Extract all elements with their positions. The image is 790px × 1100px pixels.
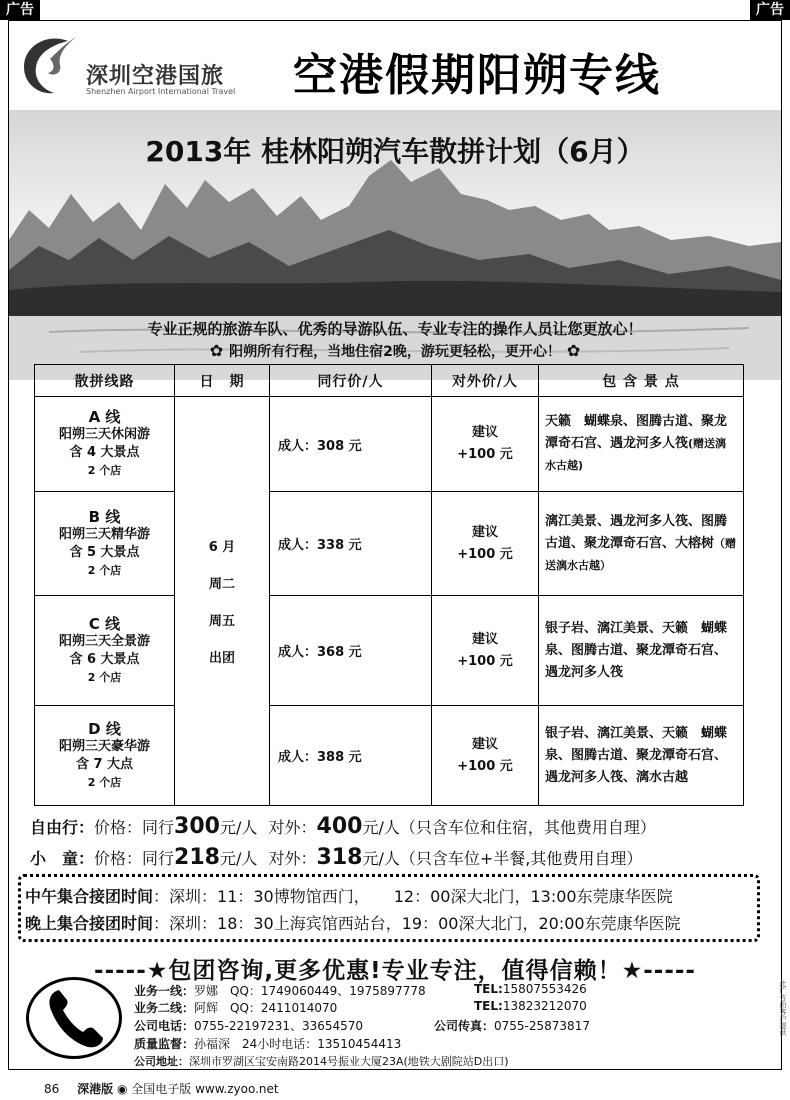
spots-cell	[539, 596, 744, 706]
route-cell	[35, 596, 175, 706]
contact-line2-tel	[474, 999, 587, 1013]
route-cell	[35, 492, 175, 596]
route-line: A 线	[88, 408, 121, 426]
child-peer: 218	[174, 845, 220, 870]
landscape-banner	[9, 110, 781, 380]
suggest-label: 建议	[471, 631, 498, 647]
suggest-label: 建议	[471, 524, 498, 540]
child-label: 小 童：	[30, 849, 95, 868]
slogan-line-2	[0, 341, 790, 361]
side-note: 此广告由客户提供	[779, 980, 787, 1036]
tour-plan-table	[34, 364, 744, 806]
fax-label: 公司传真：	[434, 1019, 495, 1033]
date-month: 6 月	[208, 540, 236, 555]
spots-cell	[539, 492, 744, 596]
spots-list: 银子岩、漓江美景、天籁 蝴蝶泉、图腾古道、聚龙潭奇石宫、遇龙河多人筏、漓水古越	[545, 725, 728, 785]
consult-banner: -----★包团咨询,更多优惠!专业专注，值得信赖！★-----	[94, 958, 696, 984]
route-spot-count: 含 4 大景点	[69, 445, 140, 460]
header-route: 散拼线路	[35, 365, 175, 397]
public-price-cell	[432, 492, 539, 596]
spots-cell	[539, 397, 744, 492]
public-price-cell	[432, 397, 539, 492]
page-number: 86	[44, 1082, 60, 1096]
peer-price-cell: 成人：388 元	[270, 706, 432, 806]
line2-tel-label: TEL:	[474, 999, 503, 1013]
supervisor-value: 孙福深 24小时电话：13510454413	[194, 1037, 402, 1051]
table-row	[35, 706, 744, 806]
date-cell	[175, 397, 270, 806]
contact-line1	[134, 982, 426, 999]
ad-tag-left: 广告	[0, 0, 40, 20]
telephone-icon	[29, 980, 119, 1056]
suggest-label: 建议	[471, 736, 498, 752]
evening-text: ：深圳：18：30上海宾馆西站台，19：00深大北门，20:00东莞康华医院	[153, 914, 681, 933]
contact-line2	[134, 999, 337, 1016]
noon-meeting	[25, 883, 753, 910]
route-shops: 2 个店	[87, 563, 122, 577]
public-price-cell	[432, 596, 539, 706]
quality-supervisor	[134, 1035, 401, 1052]
route-spot-count: 含 5 大景点	[69, 544, 140, 560]
globe-icon: ◉	[116, 1082, 132, 1096]
child-unit2: 元/人（只含车位+半餐,其他费用自理）	[362, 849, 643, 868]
header-spots: 包 含 景 点	[539, 365, 744, 397]
markup-value: +100 元	[457, 447, 513, 462]
route-line: C 线	[88, 614, 121, 633]
markup-value: +100 元	[457, 546, 513, 562]
date-depart: 出团	[208, 651, 235, 666]
route-shops: 2 个店	[87, 464, 122, 477]
line2-label: 业务二线：	[134, 1001, 195, 1015]
spots-gift: （赠送漓水古越）	[545, 536, 737, 572]
flower-icon: ✿	[209, 341, 224, 360]
route-shops: 2 个店	[87, 775, 122, 789]
address-label: 公司地址：	[134, 1055, 189, 1068]
suggest-label: 建议	[471, 425, 498, 440]
main-title: 空港假期阳朔专线	[293, 50, 661, 101]
phone-label: 公司电话：	[134, 1019, 195, 1033]
child-price	[30, 845, 642, 870]
free-travel-mid: 对外：	[268, 818, 317, 837]
ad-tag-right: 广告	[750, 0, 790, 20]
spots-gift: (赠送漓水古越)	[545, 437, 727, 472]
evening-label: 晚上集合接团时间	[25, 914, 154, 933]
plan-subtitle: 2013年 桂林阳朔汽车散拼计划（6月）	[145, 135, 645, 168]
phone-value: 0755-22197231、33654570	[194, 1019, 364, 1033]
table-row	[35, 397, 744, 492]
karst-mountains-illustration	[9, 110, 781, 380]
spots-cell	[539, 706, 744, 806]
child-public: 318	[316, 845, 363, 870]
markup-value: +100 元	[457, 758, 513, 774]
spots-list: 银子岩、漓江美景、天籁 蝴蝶泉、图腾古道、聚龙潭奇石宫、遇龙河多人筏	[545, 620, 728, 680]
line1-tel: 15807553426	[502, 982, 587, 996]
company-phone	[134, 1017, 363, 1034]
table-header-row	[35, 365, 744, 397]
child-unit1: 元/人	[219, 849, 258, 868]
route-name: 阳朔三天精华游	[58, 526, 150, 542]
route-line: B 线	[88, 507, 121, 526]
markup-value: +100 元	[457, 653, 513, 669]
company-name-en: Shenzhen Airport International Travel	[86, 87, 236, 96]
phone-badge	[26, 977, 122, 1059]
evening-meeting	[25, 910, 753, 937]
noon-label: 中午集合接团时间	[25, 887, 154, 906]
header-peer-price: 同行价/人	[270, 365, 432, 397]
free-travel-label: 自由行：	[30, 818, 95, 837]
company-address	[134, 1053, 509, 1069]
line1-label: 业务一线：	[134, 984, 195, 998]
header-public-price: 对外价/人	[432, 365, 539, 397]
route-name: 阳朔三天豪华游	[58, 738, 150, 754]
spots-list: 漓江美景、遇龙河多人筏、图腾古道、聚龙潭奇石宫、大榕树	[545, 513, 728, 551]
route-name: 阳朔三天休闲游	[58, 427, 150, 442]
swallow-logo-icon	[18, 33, 80, 99]
spots-list: 天籁 蝴蝶泉、图腾古道、聚龙潭奇石宫、遇龙河多人筏	[545, 414, 728, 451]
page-footer	[44, 1080, 279, 1097]
slogan-line-2-text: 阳朔所有行程，当地住宿2晚，游玩更轻松，更开心！	[229, 344, 561, 360]
supervisor-label: 质量监督：	[134, 1037, 195, 1051]
route-line: D 线	[88, 719, 121, 738]
header-date: 日 期	[175, 365, 270, 397]
noon-text: ：深圳：11：30博物馆西门， 12：00深大北门，13:00东莞康华医院	[153, 887, 673, 906]
table-row	[35, 596, 744, 706]
line2-text: 阿辉 QQ：2411014070	[194, 1001, 338, 1015]
route-cell	[35, 706, 175, 806]
header	[8, 21, 782, 111]
company-fax	[434, 1017, 590, 1034]
route-shops: 2 个店	[87, 670, 122, 684]
peer-price-cell: 成人：338 元	[270, 492, 432, 596]
free-travel-peer: 300	[174, 814, 220, 839]
route-spot-count: 含 6 大景点	[69, 651, 140, 667]
free-travel-prefix: 价格：同行	[94, 818, 175, 837]
slogan-line-1: 专业正规的旅游车队、优秀的导游队伍、专业专注的操作人员让您更放心！	[147, 320, 643, 338]
route-spot-count: 含 7 大点	[75, 756, 134, 772]
public-price-cell	[432, 706, 539, 806]
child-mid: 对外：	[268, 849, 317, 868]
free-travel-unit2: 元/人（只含车位和住宿，其他费用自理）	[362, 818, 656, 837]
route-cell	[35, 397, 175, 492]
line1-text: 罗娜 QQ：1749060449、1975897778	[194, 984, 426, 998]
national-edition: 全国电子版 www.zyoo.net	[131, 1082, 279, 1096]
contact-line1-tel	[474, 982, 587, 996]
child-prefix: 价格：同行	[94, 849, 175, 868]
free-travel-public: 400	[316, 814, 363, 839]
fax-value: 0755-25873817	[494, 1019, 590, 1033]
table-row	[35, 492, 744, 596]
flower-icon: ✿	[566, 341, 581, 360]
peer-price-cell: 成人：308 元	[270, 397, 432, 492]
edition-label: 深港版	[77, 1082, 114, 1096]
date-day1: 周二	[208, 577, 235, 592]
line1-tel-label: TEL:	[474, 982, 503, 996]
free-travel-price	[30, 814, 656, 839]
free-travel-unit1: 元/人	[219, 818, 258, 837]
peer-price-cell: 成人：368 元	[270, 596, 432, 706]
date-day2: 周五	[208, 614, 235, 629]
meeting-times-box	[18, 874, 760, 942]
company-name-cn: 深圳空港国旅	[86, 64, 225, 89]
route-name: 阳朔三天全景游	[58, 633, 150, 649]
address-value: 深圳市罗湖区宝安南路2014号振业大厦23A(地铁大剧院站D出口)	[189, 1055, 509, 1068]
line2-tel: 13823212070	[502, 999, 587, 1013]
